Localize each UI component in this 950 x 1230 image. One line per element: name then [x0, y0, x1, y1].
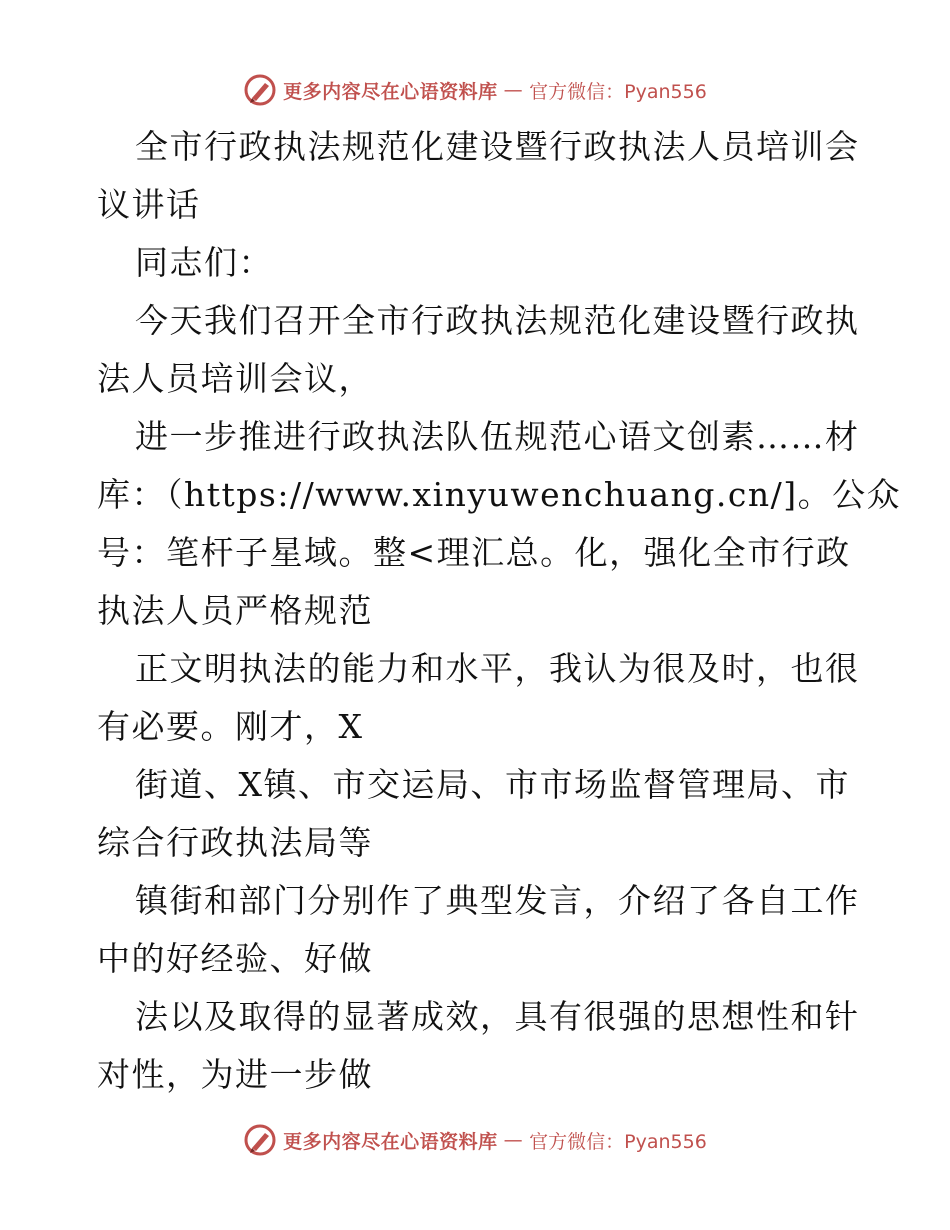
document-line: 全市行政执法规范化建设暨行政执法人员培训会 [135, 127, 860, 166]
document-line: 正文明执法的能力和水平，我认为很及时，也很 [135, 649, 860, 688]
document-line: 同志们： [135, 243, 273, 282]
document-line: 中的好经验、好做 [97, 939, 373, 978]
document-line: 街道、X镇、市交运局、市市场监督管理局、市 [135, 765, 850, 804]
watermark-text: 更多内容尽在心语资料库 [283, 1130, 498, 1153]
document-line: 执法人员严格规范 [97, 591, 373, 630]
document-line: 进一步推进行政执法队伍规范心语文创素……材 [135, 417, 860, 456]
document-line: 号：笔杆子星域。整<理汇总。化，强化全市行政 [97, 533, 851, 572]
watermark-dash: — [503, 1129, 524, 1151]
document-line: 法以及取得的显著成效，具有很强的思想性和针 [135, 997, 860, 1036]
watermark-banner-top [0, 70, 950, 110]
watermark-text: 更多内容尽在心语资料库 [283, 80, 498, 103]
document-line: 法人员培训会议， [97, 359, 373, 398]
document-line: 对性，为进一步做 [97, 1055, 373, 1094]
watermark-banner-bottom [0, 1120, 950, 1160]
document-line: 议讲话 [97, 185, 201, 224]
document-line: 综合行政执法局等 [97, 823, 373, 862]
document-line: 有必要。刚才，X [97, 707, 364, 746]
document-line: 镇街和部门分别作了典型发言，介绍了各自工作 [135, 881, 860, 920]
document-line: 库：（https://www.xinyuwenchuang.cn/]。公众 [97, 475, 902, 514]
watermark-dash: — [503, 79, 524, 101]
document-body [97, 118, 902, 1104]
watermark-wechat: 官方微信：Pyan556 [529, 80, 707, 103]
document-line: 今天我们召开全市行政执法规范化建设暨行政执 [135, 301, 860, 340]
pen-logo-icon [243, 1123, 277, 1157]
watermark-wechat: 官方微信：Pyan556 [529, 1130, 707, 1153]
pen-logo-icon [243, 73, 277, 107]
